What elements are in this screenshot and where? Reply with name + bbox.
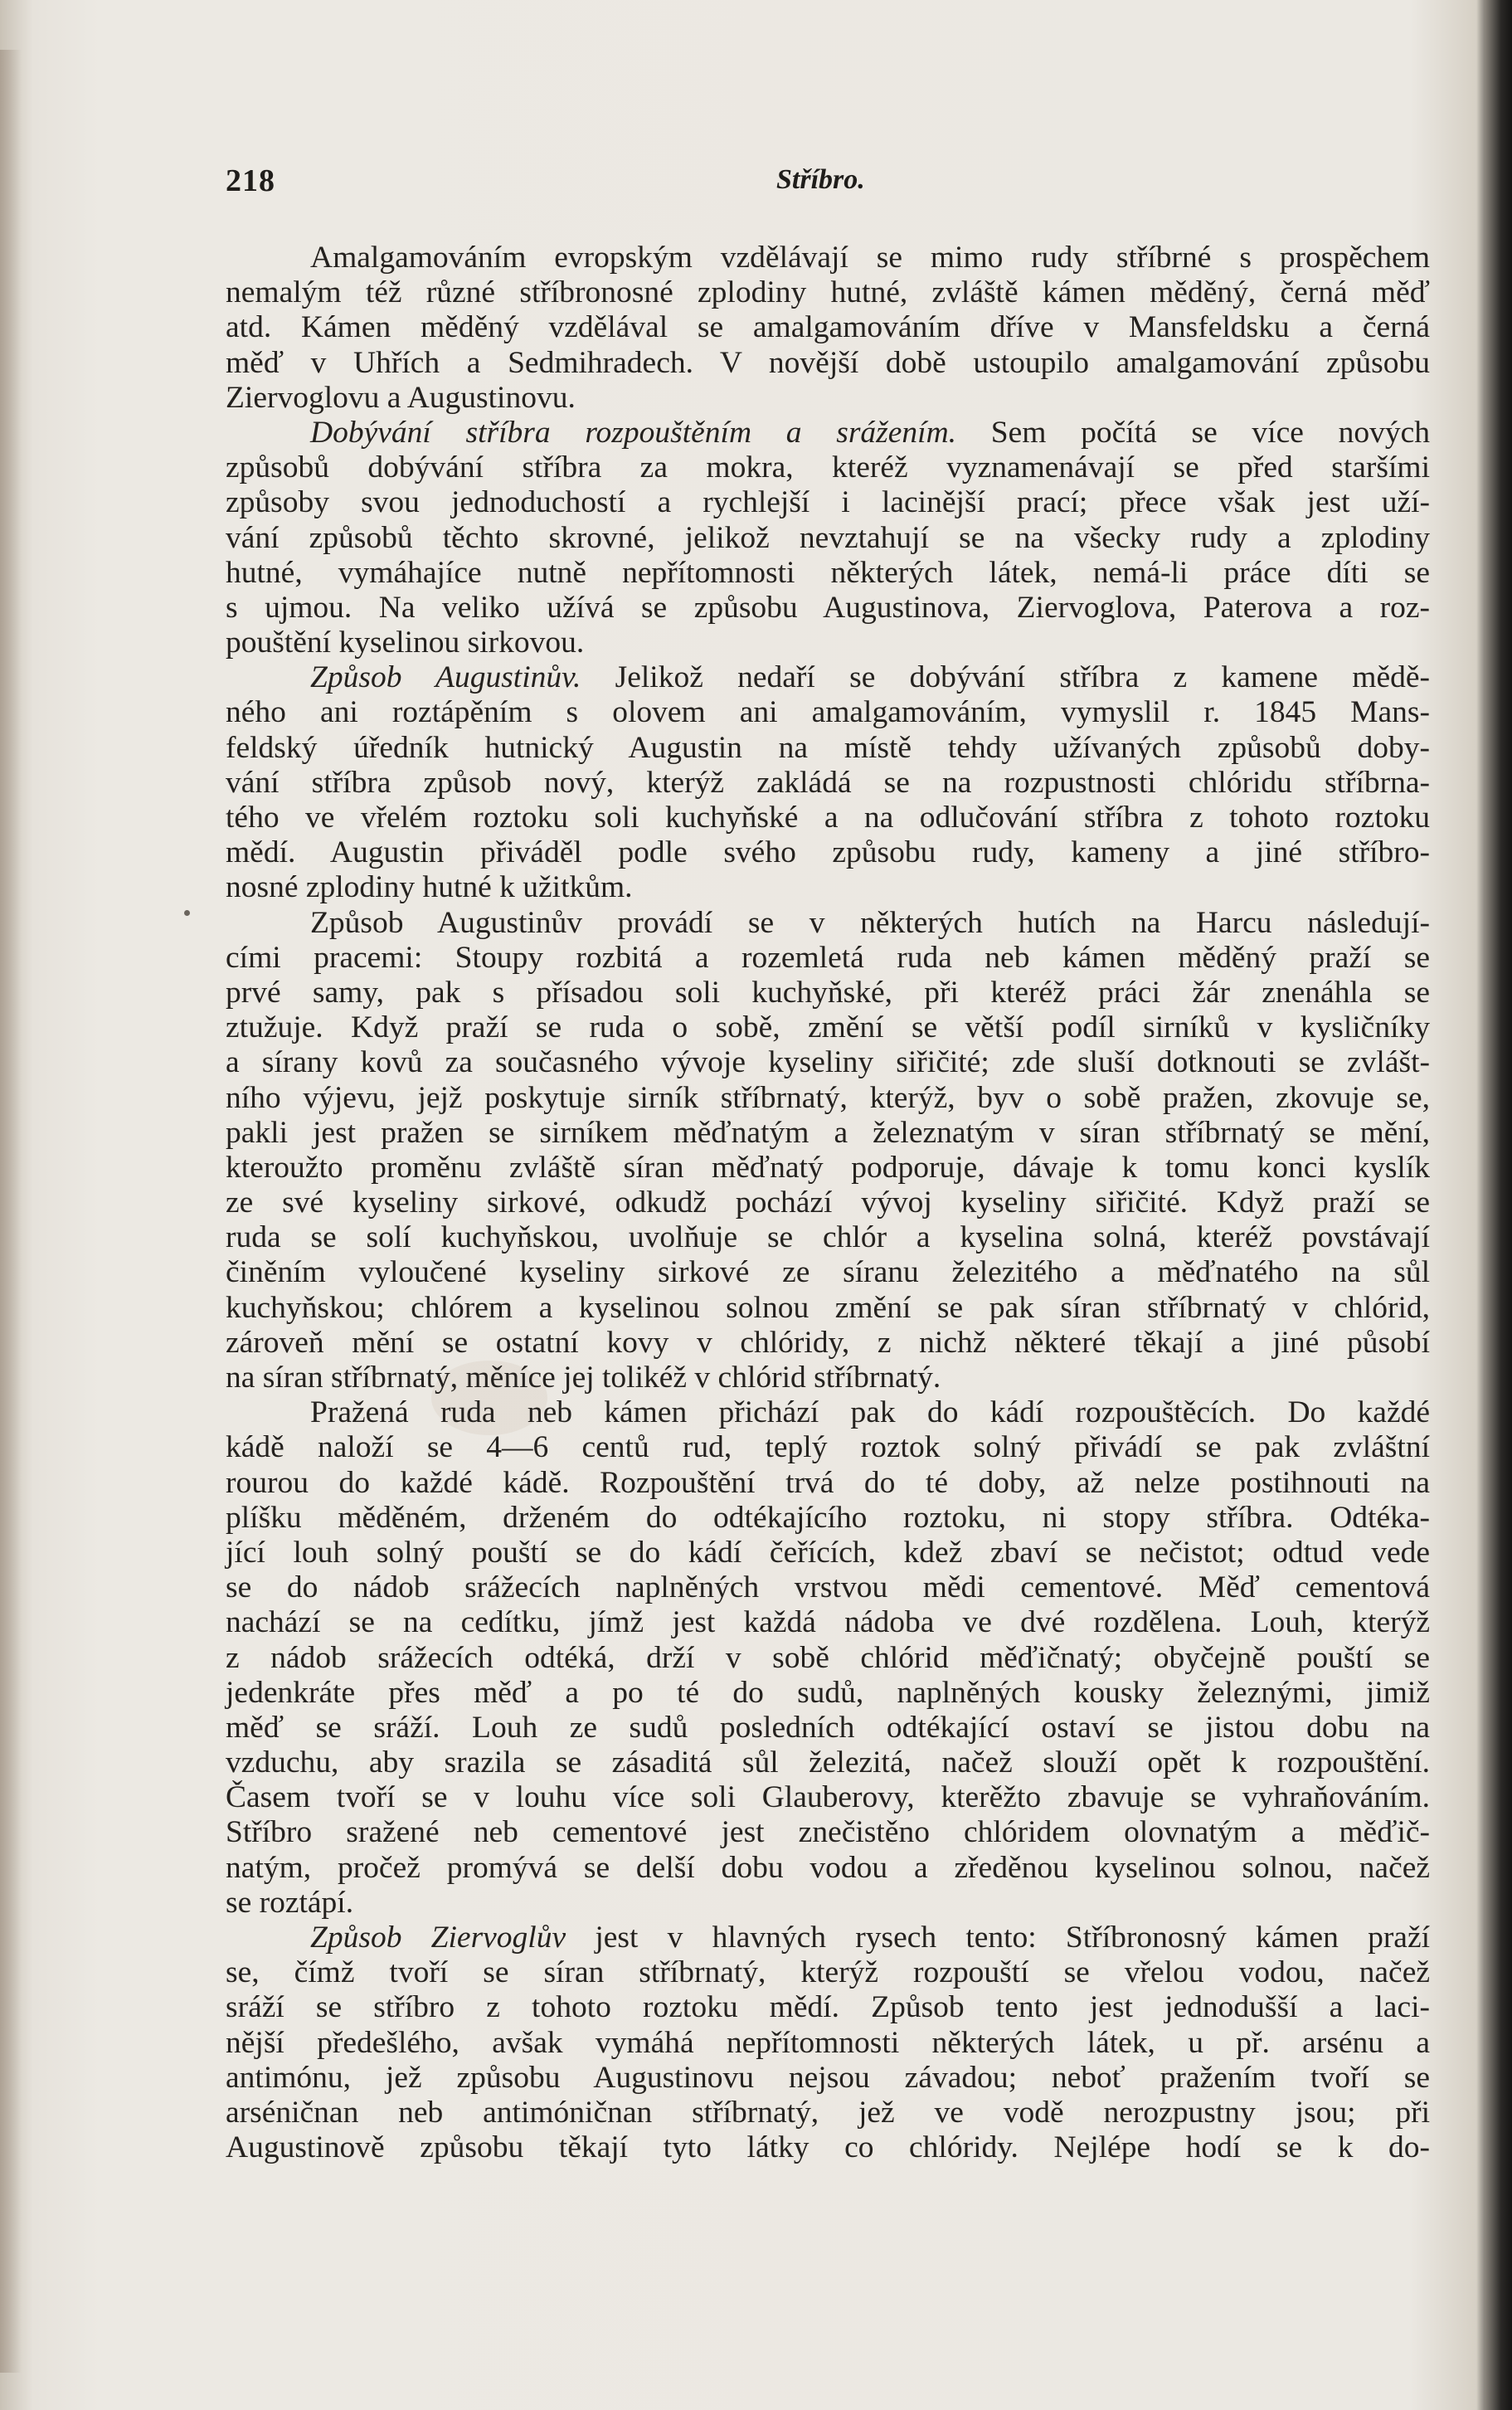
text-line xyxy=(226,485,1430,520)
line-text: na síran stříbrnatý, měníce jej tolikéž v chlórid stříbrnatý. xyxy=(226,1361,941,1395)
line-text: Augustinově způsobu těkají tyto látky co chlóridy. Nejlépe hodí se k do- xyxy=(226,2130,1430,2165)
line-text: a sírany kovů za současného vývoje kyseliny siřičité; zde sluší dotknouti se zvlášt- xyxy=(226,1045,1430,1080)
line-text: Sem počítá se více nových xyxy=(956,415,1430,450)
line-text: pouštění kyselinou sirkovou. xyxy=(226,626,585,660)
text-line xyxy=(226,976,1430,1010)
line-text: jedenkráte přes měď a po té do sudů, naplněných kousky železnými, jimiž xyxy=(226,1675,1430,1710)
line-text: z nádob srážecích odtéká, drží v sobě chlórid měďičnatý; obyčejně pouští se xyxy=(226,1640,1430,1675)
text-line xyxy=(226,731,1430,766)
text-line xyxy=(226,1536,1430,1570)
text-line xyxy=(226,1745,1430,1780)
text-line xyxy=(226,1255,1430,1290)
line-text: atd. Kámen měděný vzdělával se amalgamováním dříve v Mansfeldsku a černá xyxy=(226,310,1430,345)
text-line xyxy=(226,591,1430,626)
italic-heading: Způsob Augustinův. xyxy=(310,660,581,695)
text-line xyxy=(226,695,1430,730)
line-text: vání stříbra způsob nový, kterýž zakládá se na rozpustnosti chlóridu stříbrna- xyxy=(226,765,1430,800)
text-line xyxy=(226,626,1430,660)
text-line xyxy=(226,870,1430,905)
line-text: kteroužto proměnu zvláště síran měďnatý podporuje, dávaje k tomu konci kyslík xyxy=(226,1150,1430,1185)
line-text: arséničnan neb antimóničnan stříbrnatý, jež ve vodě nerozpustny jsou; při xyxy=(226,2095,1430,2130)
line-text: natým, pročež promývá se delší dobu vodou a zředěnou kyselinou solnou, načež xyxy=(226,1850,1430,1885)
text-line xyxy=(226,1010,1430,1045)
line-text: Amalgamováním evropským vzdělávají se mimo rudy stříbrné s prospěchem xyxy=(310,241,1430,275)
line-text: Časem tvoří se v louhu více soli Glauberovy, kterěžto zbavuje se vyhraňováním. xyxy=(226,1780,1430,1815)
line-text: ného ani roztápěním s olovem ani amalgamováním, vymyslil r. 1845 Mans- xyxy=(226,695,1430,730)
line-text: ze své kyseliny sirkové, odkudž pochází vývoj kyseliny siřičité. Když praží se xyxy=(226,1186,1430,1220)
line-text: se, čímž tvoří se síran stříbrnatý, kterýž rozpouští se vřelou vodou, načež xyxy=(226,1955,1430,1990)
text-line xyxy=(226,1045,1430,1080)
line-text: antimónu, jež způsobu Augustinovu nejsou závadou; neboť pražením tvoří se xyxy=(226,2060,1430,2095)
text-line xyxy=(226,1326,1430,1361)
text-line xyxy=(226,381,1430,416)
text-line xyxy=(226,1361,1430,1395)
text-line xyxy=(226,1081,1430,1116)
text-line xyxy=(226,835,1430,870)
italic-heading: Dobývání stříbra rozpouštěním a srážením. xyxy=(310,415,957,450)
page-number: 218 xyxy=(226,163,275,198)
text-line xyxy=(226,1151,1430,1186)
line-text: mědí. Augustin přiváděl podle svého způsobu rudy, kameny a jiné stříbro- xyxy=(226,835,1430,870)
line-text: vzduchu, aby srazila se zásaditá sůl železitá, načež slouží opět k rozpouštění. xyxy=(226,1745,1430,1780)
text-line xyxy=(226,241,1430,275)
text-line xyxy=(226,1990,1430,2025)
text-line xyxy=(226,556,1430,591)
line-text: nemalým též různé stříbronosné zplodiny hutné, zvláště kámen měděný, černá měď xyxy=(226,275,1430,310)
line-text: pakli jest pražen se sirníkem měďnatým a železnatým v síran stříbrnatý se mění, xyxy=(226,1115,1430,1150)
italic-heading: Způsob Ziervoglův xyxy=(310,1921,566,1955)
margin-dot xyxy=(184,910,190,916)
line-text: činěním vyloučené kyseliny sirkové ze síranu železitého a měďnatého na sůl xyxy=(226,1255,1430,1290)
line-text: jící louh solný pouští se do kádí čeřících, kdež zbaví se nečistot; odtud vede xyxy=(226,1535,1430,1570)
text-line xyxy=(226,801,1430,835)
spine-shadow xyxy=(0,50,22,2373)
text-line xyxy=(226,1430,1430,1465)
line-text: prvé samy, pak s přísadou soli kuchyňské, při kteréž práci žár znenáhla se xyxy=(226,975,1430,1010)
line-text: kádě naloží se 4—6 centů rud, teplý roztok solný přivádí se pak zvláštní xyxy=(226,1430,1430,1465)
line-text: způsobů dobývání stříbra za mokra, kteréž vyznamenávají se před staršími xyxy=(226,450,1430,485)
text-line xyxy=(226,450,1430,485)
text-line xyxy=(226,2026,1430,2061)
line-text: nější předešlého, avšak vymáhá nepřítomnosti některých látek, u př. arsénu a xyxy=(226,2025,1430,2060)
text-line xyxy=(226,1921,1430,1955)
line-text: ního výjevu, jejž poskytuje sirník stříbrnatý, kterýž, byv o sobě pražen, zkovuje se, xyxy=(226,1080,1430,1115)
line-text: zároveň mění se ostatní kovy v chlóridy, z nichž některé těkají a jiné působí xyxy=(226,1325,1430,1360)
text-line xyxy=(226,2130,1430,2165)
line-text: nosné zplodiny hutné k užitkům. xyxy=(226,870,633,905)
line-text: měď se sráží. Louh ze sudů posledních odtékající ostaví se jistou dobu na xyxy=(226,1710,1430,1745)
text-line xyxy=(226,1605,1430,1640)
line-text: měď v Uhřích a Sedmihradech. V novější době ustoupilo amalgamování způsobu xyxy=(226,345,1430,380)
text-line xyxy=(226,1220,1430,1255)
text-line xyxy=(226,1395,1430,1430)
line-text: sráží se stříbro z tohoto roztoku mědí. Způsob tento jest jednodušší a laci- xyxy=(226,1990,1430,2025)
line-text: vání způsobů těchto skrovné, jelikož nevztahují se na všecky rudy a zplodiny xyxy=(226,520,1430,555)
line-text: jest v hlavných rysech tento: Stříbronosný kámen praží xyxy=(566,1921,1431,1955)
line-text: feldský úředník hutnický Augustin na místě tehdy užívaných způsobů doby- xyxy=(226,730,1430,765)
text-line xyxy=(226,1116,1430,1151)
text-line xyxy=(226,1711,1430,1745)
page-header xyxy=(226,163,1403,212)
line-text: Pražená ruda neb kámen přichází pak do kádí rozpouštěcích. Do každé xyxy=(310,1395,1430,1430)
text-line xyxy=(226,310,1430,345)
text-line xyxy=(226,1676,1430,1711)
line-text: s ujmou. Na veliko užívá se způsobu Augustinova, Ziervoglova, Paterova a roz- xyxy=(226,590,1430,625)
text-line xyxy=(226,1570,1430,1605)
text-line xyxy=(226,1815,1430,1850)
text-line xyxy=(226,941,1430,976)
line-text: cími pracemi: Stoupy rozbitá a rozemletá ruda neb kámen měděný praží se xyxy=(226,940,1430,975)
text-line xyxy=(226,1186,1430,1220)
text-line xyxy=(226,1886,1430,1921)
line-text: ztužuje. Když praží se ruda o sobě, změní se větší podíl sirníků v kysličníky xyxy=(226,1010,1430,1045)
line-text: způsoby svou jednoduchostí a rychlejší i lacinější prací; přece však jest uží- xyxy=(226,485,1430,520)
text-line xyxy=(226,906,1430,941)
line-text: se do nádob srážecích naplněných vrstvou mědi cementové. Měď cementová xyxy=(226,1570,1430,1605)
line-text: ruda se solí kuchyňskou, uvolňuje se chlór a kyselina solná, kteréž povstávají xyxy=(226,1220,1430,1255)
line-text: nachází se na cedítku, jímž jest každá nádoba ve dvé rozdělena. Louh, kterýž xyxy=(226,1605,1430,1640)
line-text: Jelikož nedaří se dobývání stříbra z kamene mědě- xyxy=(581,660,1430,695)
text-line xyxy=(226,1851,1430,1886)
line-text: kuchyňskou; chlórem a kyselinou solnou změní se pak síran stříbrnatý v chlórid, xyxy=(226,1290,1430,1325)
text-line xyxy=(226,660,1430,695)
text-line xyxy=(226,1641,1430,1676)
text-line xyxy=(226,521,1430,556)
text-line xyxy=(226,346,1430,381)
line-text: rourou do každé kádě. Rozpouštění trvá do té doby, až nelze postihnouti na xyxy=(226,1465,1430,1500)
line-text: Způsob Augustinův provádí se v některých hutích na Harcu následují- xyxy=(310,905,1430,940)
line-text: tého ve vřelém roztoku soli kuchyňské a na odlučování stříbra z tohoto roztoku xyxy=(226,801,1430,835)
text-line xyxy=(226,1780,1430,1815)
text-line xyxy=(226,766,1430,801)
line-text: Stříbro sražené neb cementové jest znečistěno chlóridem olovnatým a měďič- xyxy=(226,1815,1430,1850)
text-line xyxy=(226,1955,1430,1990)
text-line xyxy=(226,1466,1430,1501)
text-line xyxy=(226,1291,1430,1326)
text-line xyxy=(226,2061,1430,2096)
line-text: Ziervoglovu a Augustinovu. xyxy=(226,380,576,415)
text-line xyxy=(226,1501,1430,1536)
line-text: se roztápí. xyxy=(226,1885,354,1920)
running-title: Stříbro. xyxy=(776,164,865,195)
text-line xyxy=(226,2096,1430,2130)
page-edge xyxy=(1485,0,1512,2410)
line-text: plíšku měděném, drženém do odtékajícího roztoku, ni stopy stříbra. Odtéka- xyxy=(226,1500,1430,1535)
text-line xyxy=(226,275,1430,310)
body-text xyxy=(226,241,1430,2165)
text-line xyxy=(226,416,1430,450)
line-text: hutné, vymáhajíce nutně nepřítomnosti některých látek, nemá-li práce díti se xyxy=(226,555,1430,590)
